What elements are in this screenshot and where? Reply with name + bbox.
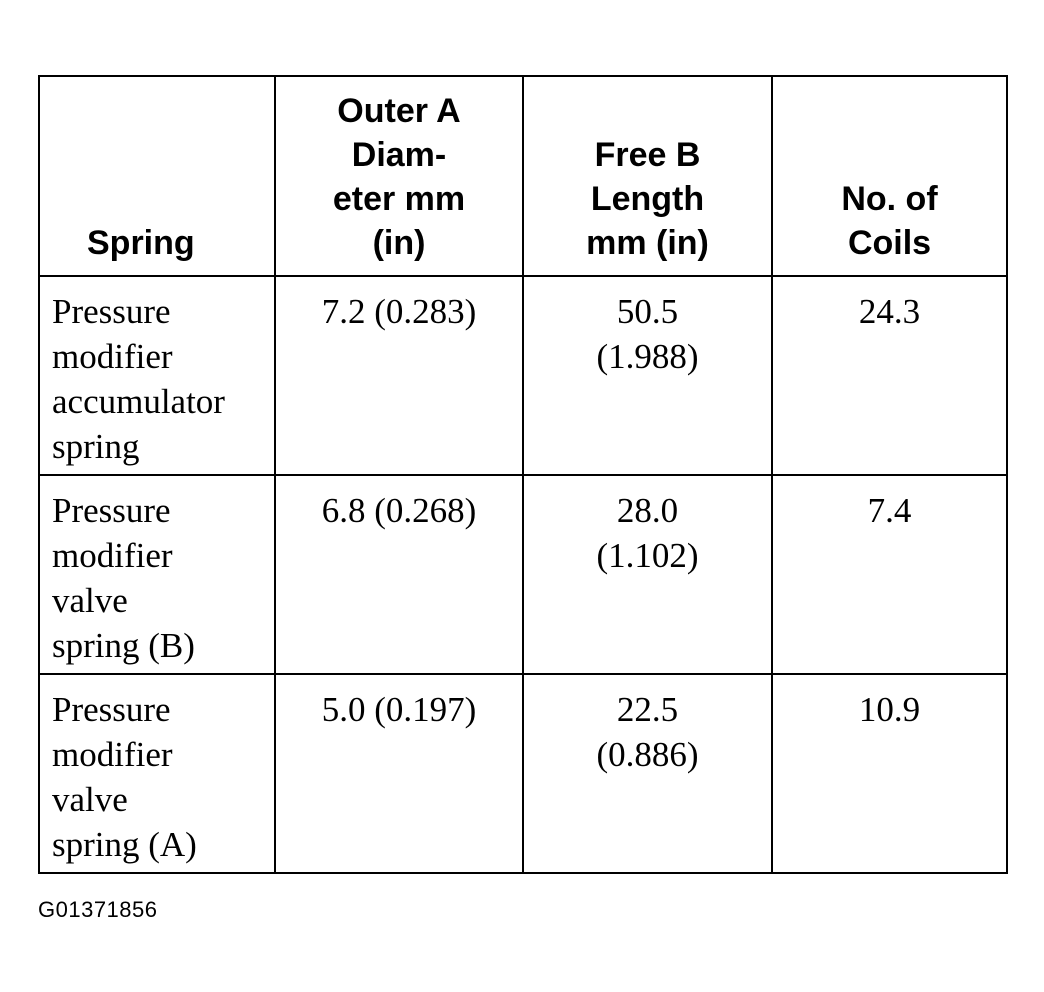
header-free-length-line: Length	[590, 180, 705, 218]
free-length-value: 28.0	[616, 491, 679, 530]
spring-name-line: modifier	[52, 337, 173, 376]
header-outer-diameter-line: eter mm	[332, 180, 466, 218]
free-length-value: (0.886)	[596, 735, 699, 774]
spring-name-line: valve	[52, 780, 128, 819]
coils-value: 10.9	[858, 690, 921, 729]
header-free-length-line: mm (in)	[586, 224, 709, 262]
spring-name-line: modifier	[52, 536, 173, 575]
header-outer-diameter	[275, 76, 523, 276]
spring-name-line: spring	[52, 427, 140, 466]
outer-diameter-value: 5.0 (0.197)	[321, 690, 477, 729]
spring-name-line: valve	[52, 581, 128, 620]
header-free-length-line: Free B	[594, 136, 701, 174]
cell-coils	[772, 475, 1007, 674]
spring-name-line: spring (B)	[52, 626, 195, 665]
outer-diameter-value: 6.8 (0.268)	[321, 491, 477, 530]
table-row	[39, 276, 1007, 475]
spring-name-line: Pressure	[52, 292, 171, 331]
header-row	[39, 76, 1007, 276]
spring-name-line: spring (A)	[52, 825, 197, 864]
spring-name-line: modifier	[52, 735, 173, 774]
cell-free-length	[523, 276, 772, 475]
table-row	[39, 674, 1007, 873]
free-length-value: 50.5	[616, 292, 679, 331]
header-spring	[39, 76, 275, 276]
cell-spring-name	[39, 475, 275, 674]
coils-value: 24.3	[858, 292, 921, 331]
cell-outer-diameter	[275, 674, 523, 873]
free-length-value: (1.988)	[596, 337, 699, 376]
spring-name-line: accumulator	[52, 382, 225, 421]
spring-name-line: Pressure	[52, 690, 171, 729]
header-free-length	[523, 76, 772, 276]
figure-code: G01371856	[38, 897, 158, 922]
cell-free-length	[523, 475, 772, 674]
header-spring-line: Spring	[87, 224, 195, 262]
table-row	[39, 475, 1007, 674]
spring-spec-table	[38, 75, 1008, 874]
cell-spring-name	[39, 674, 275, 873]
cell-coils	[772, 276, 1007, 475]
free-length-value: 22.5	[616, 690, 679, 729]
cell-spring-name	[39, 276, 275, 475]
header-outer-diameter-line: (in)	[372, 224, 426, 262]
header-coils	[772, 76, 1007, 276]
cell-outer-diameter	[275, 475, 523, 674]
header-outer-diameter-line: Outer A	[337, 92, 461, 130]
free-length-value: (1.102)	[596, 536, 699, 575]
spring-name-line: Pressure	[52, 491, 171, 530]
cell-free-length	[523, 674, 772, 873]
header-coils-line: Coils	[847, 224, 932, 262]
coils-value: 7.4	[867, 491, 912, 530]
cell-coils	[772, 674, 1007, 873]
cell-outer-diameter	[275, 276, 523, 475]
outer-diameter-value: 7.2 (0.283)	[321, 292, 477, 331]
header-coils-line: No. of	[841, 180, 938, 218]
header-outer-diameter-line: Diam-	[351, 136, 447, 174]
